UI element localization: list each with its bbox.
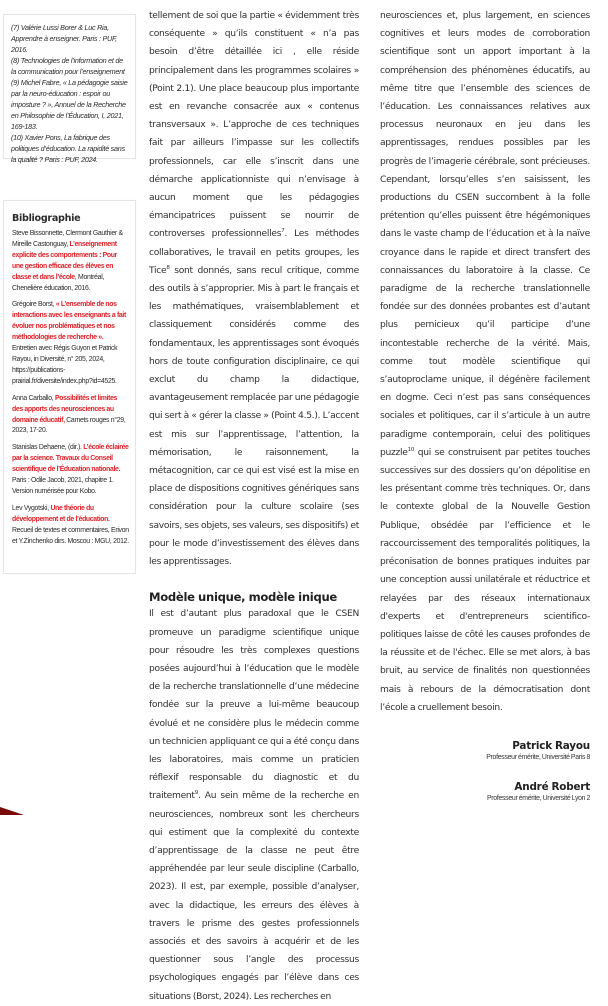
paragraph-text: qui se construisent par petites touches successives sur des dossiers qu’on dépolitise en les présentant comme très techniques. Or, dans le contexte global de la Nouvelle Gestion Publique, obsédée par l’efficience et le raccourcissement des temporalités politiques, la préconisation de bonnes pratiques induites par une conception aussi unilatérale et réductrice et relayées par des réseaux internationaux d'experts et d'entrepreneurs scientifico-politiques laisse de côté les causes profondes de la réussite et de l'échec. Elle se met alors, à bas bruit, au service de finalités non questionnées mais à rebours de la démocratisation dont l’école a cruellement besoin. bbox=[380, 447, 590, 713]
bibliography-box bbox=[3, 200, 136, 574]
article-paragraph bbox=[149, 7, 359, 571]
bibliography-entry bbox=[12, 300, 129, 387]
entry-authors: Grégoire Borst, bbox=[12, 301, 56, 309]
corner-decoration bbox=[0, 807, 24, 815]
author-role: Professeur émérite, Université Paris 8 bbox=[486, 753, 590, 761]
entry-authors: Anna Carballo, bbox=[12, 394, 55, 402]
entry-publication: Paris : Odile Jacob, 2021, chapitre 1. Version numérisée pour Kobo. bbox=[12, 477, 114, 495]
paragraph-text: tellement de soi que la partie « évidemment très conséquente » qu’ils constituent « n’a pas besoin d’être détaillée ici , elle réside principalement dans les programmes scolaires » (Point 2.1). Une place beaucoup plus importante est en revanche consacrée aux « contenus transversaux ». L’approche de ces techniques fait par ailleurs l’impasse sur les collectifs professionnels, car elle s’inscrit dans une démarche applicationniste qui n’envisage à aucun moment que les pédagogies émancipatrices puissent se nourrir de controverses professionnelles bbox=[149, 11, 359, 240]
footnote-ref-7[interactable]: 7 bbox=[281, 228, 285, 235]
entry-title-link[interactable]: Une théorie du développement et de l’éducation. bbox=[12, 504, 110, 523]
entry-title-link[interactable]: L’école éclairée par la science. Travaux du Conseil scientifique de l’Éducation nationale. bbox=[12, 444, 129, 474]
article-column-middle bbox=[149, 7, 359, 1006]
bibliography-title: Bibliographie bbox=[12, 213, 81, 224]
entry-title-link[interactable]: L’enseignement explicite des comportements : Pour une gestion efficace des élèves en classe et dans l’école bbox=[12, 240, 117, 281]
entry-publication: Carnets rouges n°29, 2023, 17-20. bbox=[12, 416, 126, 435]
footnotes-box bbox=[3, 14, 136, 164]
article-paragraph bbox=[149, 605, 359, 1005]
author-name: Patrick Rayou bbox=[512, 739, 590, 752]
entry-title-link[interactable]: Possibilités et limites des apports des neurosciences au domaine éducatif, bbox=[12, 394, 118, 424]
bibliography-entry bbox=[12, 443, 129, 498]
section-heading: Modèle unique, modèle inique bbox=[149, 590, 337, 605]
bibliography-entry bbox=[12, 229, 129, 294]
footnote-ref-8[interactable]: 8 bbox=[166, 264, 170, 271]
entry-publication: Recueil de textes et commentaires, Erivon et Y.Zinchenko dirs. Moscou : MGU, 2012. bbox=[12, 526, 129, 545]
article-paragraph bbox=[380, 7, 590, 717]
entry-authors: Stanislas Dehaene, (dir.). bbox=[12, 444, 84, 452]
entry-publication: Entretien avec Régis Guyon et Patrick Rayou, in Diversité, n° 205, 2024, https://publications-prairial.fr/diversite/index.php?id=4525. bbox=[12, 345, 118, 385]
footnote-7: (7) Valérie Lussi Borer & Luc Ria, Apprendre à enseigner. Paris : PUF, 2016. bbox=[11, 23, 117, 54]
paragraph-text: . Au sein même de la recherche en neurosciences, nombreux sont les chercheurs qui estiment que la complexité du contexte d’apprentissage de la classe ne peut être appréhendée par leur seule discipline (Carballo, 2023). Il est, par exemple, possible d’analyser, avec la didactique, les erreurs des élèves à travers le prisme des gestes professionnels associés et des savoirs à acquérir et de les questionner sous l’angle des processus psychologiques engagés par l’élève dans ces situations (Borst, 2024). Les recherches en bbox=[149, 791, 359, 1002]
entry-authors: Lev Vygotski, bbox=[12, 504, 51, 512]
footnote-10: (10) Xavier Pons, La fabrique des politiques d’éducation. La rapidité sans la qualité ? Paris : PUF, 2024. bbox=[11, 133, 125, 164]
paragraph-text: . Les méthodes collaboratives, le travail en petits groupes, les Tice bbox=[149, 229, 359, 276]
paragraph-text: sont donnés, sans recul critique, comme des outils à s’approprier. Mis à part le français et les mathématiques, vraisemblablement et classiquement considérés comme des fondamentaux, les apprentissages sont évoqués hors de toute configuration disciplinaire, ce qui exclut du champ la didactique, avantageusement remplacée par une pédagogie qui sert à « gérer la classe » (Point 4.5.). L’accent est mis sur l’apprentissage, l’attention, la mémorisation, le raisonnement, la métacognition, car ce qui est visé est la mise en place de dispositions cognitives génériques sans considération pour la culture scolaire (ses savoirs, ses objets, ses valeurs, ses dispositifs) et pour le mode d’investissement des élèves dans les apprentissages. bbox=[149, 265, 359, 568]
footnote-ref-10[interactable]: 10 bbox=[407, 446, 415, 453]
bibliography-entry bbox=[12, 394, 129, 438]
footnote-ref-9[interactable]: 9 bbox=[194, 790, 198, 797]
paragraph-text: Il est d’autant plus paradoxal que le CSEN promeuve un paradigme scientifique unique pour résoudre les très complexes questions posées aujourd’hui à l’éducation que le modèle de la recherche translationnelle d’une médecine fondée sur la preuve a lui-même beaucoup évolué et ne considère plus le médecin comme un technicien appliquant ce qui a été conçu dans les laboratoires, mais comme un praticien réflexif responsable du diagnostic et du traitement bbox=[149, 609, 359, 802]
author-name: André Robert bbox=[514, 780, 590, 793]
footnote-8: (8) Technologies de l’information et de la communication pour l’enseignement bbox=[11, 56, 125, 76]
author-signatures bbox=[380, 739, 590, 804]
footnote-9: (9) Michel Fabre, « La pédagogie saisie par la neuro-éducation : espoir ou imposture ? », Annuel de la Recherche en Philosophie de l’Éducation, I, 2021, 169-183. bbox=[11, 78, 128, 131]
author-role: Professeur émérite, Université Lyon 2 bbox=[486, 794, 590, 802]
entry-publication: , Montréal, Chenelière éducation, 2016. bbox=[12, 273, 105, 292]
entry-authors: Steve Bissonnette, Clermont Gauthier & Mireille Castonguay, bbox=[12, 230, 123, 248]
entry-title-link[interactable]: « L’ensemble de nos interactions avec les enseignants a fait évoluer nos problématiques et nos méthodologies de recherche ». bbox=[12, 301, 126, 342]
paragraph-text: neurosciences et, plus largement, en sciences cognitives et leurs modes de corroboration scientifique sont un apport important à la compréhension des phénomènes éducatifs, au même titre que l’ensemble des sciences de l’éducation. Les connaissances relatives aux processus neuronaux en jeu dans les apprentissages, rendues possibles par les progrès de l’imagerie cérébrale, sont précieuses. Cependant, lorsqu’elles s’en saisissent, les productions du CSEN succombent à la folle prétention qu’elles puissent être hégémoniques dans le vaste champ de l’éducation et à la naïve croyance dans le rapide et direct transfert des connaissances du laboratoire à la classe. Ce paradigme de la recherche translationnelle fondée sur des données probantes est d’autant plus pernicieux qu’il participe d’une incontestable recherche de la vérité. Mais, comme tout modèle scientifique qui s’autoproclame unique, il dégénère facilement en dogme. Ceci n’est pas sans conséquences sociales et politiques, car il s’articule à un autre paradigme contemporain, celui des politiques puzzle bbox=[380, 11, 590, 458]
bibliography-entry bbox=[12, 504, 129, 548]
article-column-right bbox=[380, 7, 590, 821]
